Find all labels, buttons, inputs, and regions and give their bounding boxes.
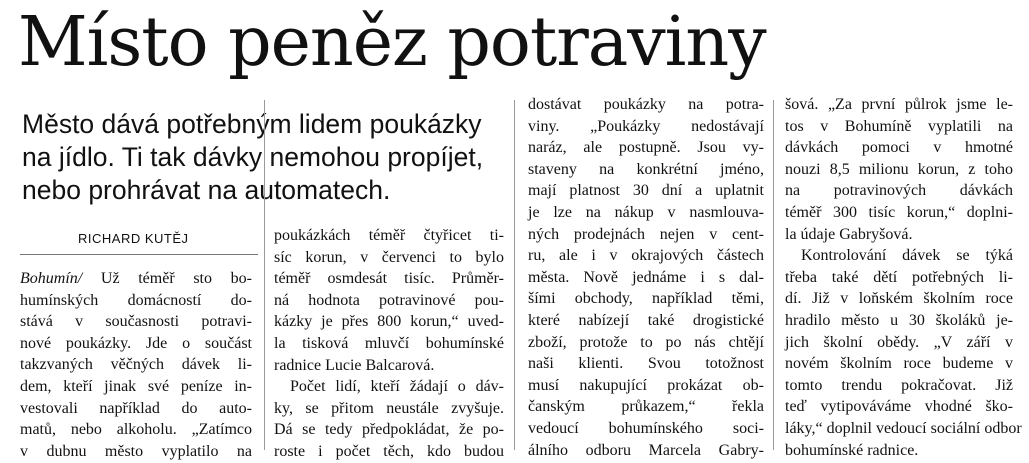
column-line: humínských domácností do- [20,291,252,309]
column-line: poukázkách téměř čtyřicet ti- [274,227,504,244]
column-line: hradilo město u 30 školáků je- [785,311,1013,329]
column-line: mají platnost 30 dní a uplatnit [528,182,764,200]
column-line: dostávat poukázky na potra- [528,96,764,113]
column-line: ru, ale i v okrajových částech [528,247,764,265]
column-line: naši klienti. Svou totožnost [528,355,764,373]
column-line: stává v současnosti potravi- [20,313,252,331]
column-line: teď vytipováváme vhodné ško- [785,398,1013,416]
byline-divider [20,254,258,255]
column-line: které nabízejí také drogistické [528,311,764,329]
column-line: téměř 300 tisíc korun,“ doplni- [785,203,1013,221]
column-line: naráz, ale postupně. Jsou vy- [528,139,764,157]
column-line: la tisková mluvčí bohumínské [274,334,504,352]
column-line: nové poukázky. Jde o součást [20,334,252,352]
column-line: matů, nebo alkoholu. „Zatímco [20,421,252,439]
column-line: ky, se přitom neustále zvyšuje. [274,399,504,417]
column-line: města. Nově jednáme i s dal- [528,268,764,286]
column-line: Počet lidí, kteří žádají o dáv- [290,378,504,396]
column-divider [514,100,515,450]
lead-line: nebo prohrávat na automatech. [22,175,391,205]
column-line: vestovali například do auto- [20,399,252,417]
column-line: takzvaných věčných dávek li- [20,356,252,374]
column-line: musí nakupující prokázat ob- [528,376,764,394]
column-line: la údaje Gabryšová. [785,225,913,243]
column-line: vedoucí bohumínského soci- [528,419,764,437]
column-line: nouzi 8,5 milionu korun, z toho [785,160,1013,178]
column-line: bohumínské radnice. [785,441,919,459]
article-headline: Místo peněz potraviny [18,3,766,82]
column-line: ných prodejnách nejen v cent- [528,225,764,243]
column-line: láky,“ doplnil vedoucí sociální odbor [785,419,1022,437]
column-line: tos v Bohumíně vyplatili na [785,117,1013,135]
column-line: čanským průkazem,“ řekla [528,398,764,416]
dateline: Bohumín/ [20,270,83,287]
column-line: Kontrolování dávek se týká [801,247,1013,265]
lead-line: Město dává potřebným lidem poukázky [22,109,482,139]
column-line: třeba také dětí potřebných li- [785,268,1013,286]
column-line: viny. „Poukázky nedostávají [528,117,764,135]
column-line: šová. „Za první půlrok jsme le- [785,96,1013,113]
column-line [20,268,252,290]
article-column-1 [20,268,252,462]
column-line: radnice Lucie Balcarová. [274,356,435,374]
column-line: dem, kteří jinak své peníze in- [20,377,252,395]
article-column-4 [785,94,1022,461]
column-line: Dá se tedy předpokládat, že po- [274,421,504,439]
column-line: na potravinových dávkách [785,182,1013,200]
column-divider [773,100,774,450]
article-column-2 [274,225,504,463]
column-line: jich školní obědy. „V září v [785,333,1013,351]
article-column-3 [528,94,764,461]
column-line: roste i počet těch, kdo budou [274,442,504,460]
article-byline: RICHARD KUTĚJ [78,231,189,246]
column-line: álního odboru Marcela Gabry- [528,441,764,459]
column-line: ná hodnota potravinové pou- [274,291,504,309]
article-lead [22,108,512,207]
column-line: tomto trendu pokračovat. Již [785,376,1013,394]
column-line: je lze na nákup v nasmlouva- [528,203,764,221]
column-line: šími obchody, například těmi, [528,290,764,308]
column-line: dí. Již v loňském školním roce [785,290,1013,308]
column-line: síc korun, v červenci to bylo [274,248,504,266]
column-line: novém školním roce budeme v [785,355,1013,373]
lead-line: na jídlo. Ti tak dávky nemohou propíjet, [22,142,484,172]
column-line: v dubnu město vyplatilo na [20,442,252,460]
column-divider [264,100,265,450]
column-line: dávkách pomoci v hmotné [785,139,1013,157]
column-line: zboží, protože to po nás chtějí [528,333,764,351]
column-line: kázky je přes 800 korun,“ uved- [274,313,504,331]
column-line-text: Už téměř sto bo- [82,270,252,287]
column-line: staveny na konkrétní jméno, [528,160,764,178]
column-line: téměř osmdesát tisíc. Průměr- [274,270,504,288]
